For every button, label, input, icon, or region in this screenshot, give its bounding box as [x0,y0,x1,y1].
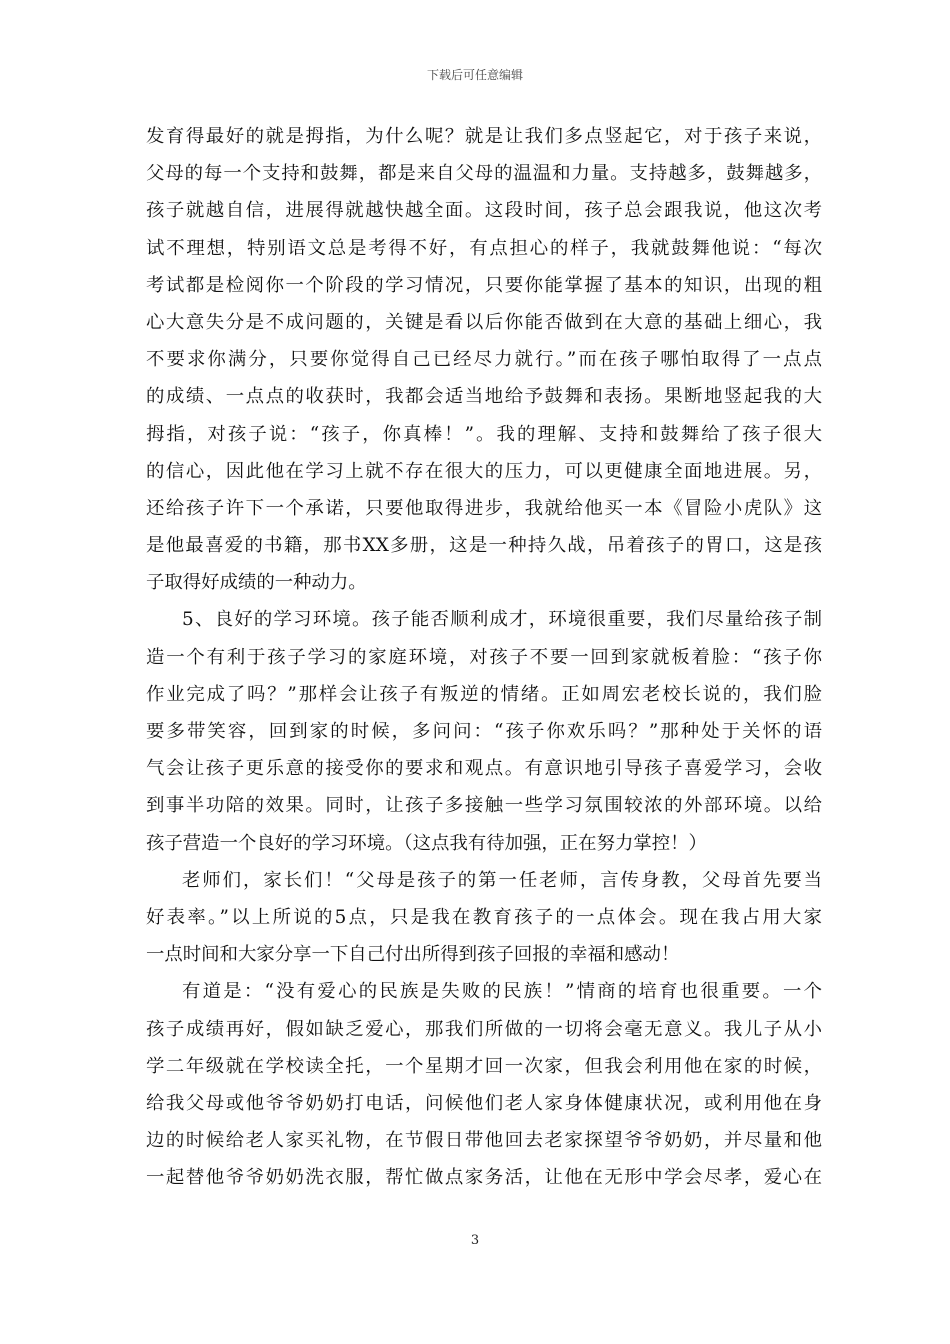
paragraph-4-line-1: 有道是：“没有爱心的民族是失败的民族！”情商的培育也很重要。一个 [182,981,822,1003]
paragraph-1-line-8: 的成绩、一点点的收获时，我都会适当地给予鼓舞和表扬。果断地竖起我的大 [146,386,822,408]
paragraph-1-line-9: 拇指，对孩子说：“孩子，你真棒！”。我的理解、支持和鼓舞给了孩子很大 [146,423,822,445]
paragraph-1-line-1: 发育得最好的就是拇指，为什么呢？就是让我们多点竖起它，对于孩子来说， [146,126,822,147]
paragraph-2-line-1: 5、良好的学习环境。孩子能否顺利成才，环境很重要，我们尽量给孩子制 [182,609,822,631]
paragraph-2-line-3: 作业完成了吗？”那样会让孩子有叛逆的情绪。正如周宏老校长说的，我们脸 [146,683,822,705]
paragraph-1-line-10: 的信心，因此他在学习上就不存在很大的压力，可以更健康全面地进展。另， [146,460,822,482]
paragraph-1-line-11: 还给孩子许下一个承诺，只要他取得进步，我就给他买一本《冒险小虎队》这 [146,497,822,519]
paragraph-1-line-3: 孩子就越自信，进展得就越快越全面。这段时间，孩子总会跟我说，他这次考 [146,200,822,222]
paragraph-4-line-2: 孩子成绩再好，假如缺乏爱心，那我们所做的一切将会毫无意义。我儿子从小 [146,1018,822,1040]
paragraph-4-line-3: 学二年级就在学校读全托，一个星期才回一次家，但我会利用他在家的时候， [146,1055,822,1077]
paragraph-2-line-6: 到事半功陪的效果。同时，让孩子多接触一些学习氛围较浓的外部环境。以给 [146,795,822,817]
paragraph-3-line-1: 老师们，家长们！“父母是孩子的第一任老师，言传身教，父母首先要当 [182,869,822,891]
paragraph-1-line-12: 是他最喜爱的书籍，那书XX多册，这是一种持久战，吊着孩子的胃口，这是孩 [146,535,822,557]
paragraph-2-line-5: 气会让孩子更乐意的接受你的要求和观点。有意识地引导孩子喜爱学习，会收 [146,758,822,780]
paragraph-1-line-6: 心大意失分是不成问题的，关键是看以后你能否做到在大意的基础上细心，我 [146,311,822,333]
paragraph-2-line-2: 造一个有利于孩子学习的家庭环境，对孩子不要一回到家就板着脸：“孩子你 [146,646,822,668]
paragraph-4-line-6: 一起替他爷爷奶奶洗衣服，帮忙做点家务活，让他在无形中学会尽孝，爱心在 [146,1167,822,1189]
paragraph-1-line-2: 父母的每一个支持和鼓舞，都是来自父母的温温和力量。支持越多，鼓舞越多， [146,163,822,185]
paragraph-3-line-2: 好表率。”以上所说的5点，只是我在教育孩子的一点体会。现在我占用大家 [146,906,822,928]
paragraph-4-line-4: 给我父母或他爷爷奶奶打电话，问候他们老人家身体健康状况，或利用他在身 [146,1092,822,1114]
document-body [146,118,822,1196]
paragraph-3-line-3: 一点时间和大家分享一下自己付出所得到孩子回报的幸福和感动！ [146,944,680,966]
paragraph-1-line-13: 子取得好成绩的一种动力。 [146,572,367,594]
paragraph-1-line-7: 不要求你满分，只要你觉得自己已经尽力就行。”而在孩子哪怕取得了一点点 [146,349,822,371]
paragraph-4-line-5: 边的时候给老人家买礼物，在节假日带他回去老家探望爷爷奶奶，并尽量和他 [146,1130,822,1152]
paragraph-1-line-4: 试不理想，特别语文总是考得不好，有点担心的样子，我就鼓舞他说：“每次 [146,237,822,259]
paragraph-2-line-7: 孩子营造一个良好的学习环境。（这点我有待加强，正在努力掌控！） [146,832,707,854]
page-header: 下载后可任意编辑 [426,68,523,82]
page-number: 3 [470,1233,480,1248]
paragraph-2-line-4: 要多带笑容，回到家的时候，多问问：“孩子你欢乐吗？”那种处于关怀的语 [146,721,822,742]
paragraph-1-line-5: 考试都是检阅你一个阶段的学习情况，只要你能掌握了基本的知识，出现的粗 [146,274,822,296]
